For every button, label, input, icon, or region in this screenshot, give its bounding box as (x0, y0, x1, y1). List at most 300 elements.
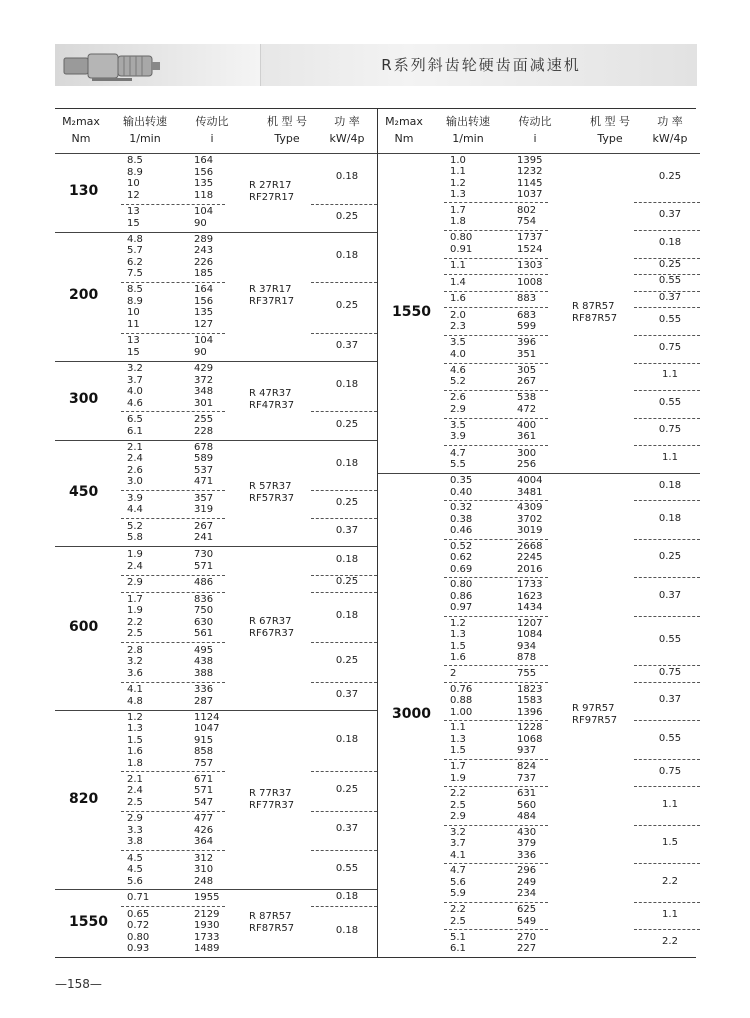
ratio-value: 267 (194, 520, 214, 532)
ratio-value: 915 (194, 734, 214, 746)
ratio-value: 1396 (517, 706, 543, 718)
speed-value: 5.1 (450, 931, 466, 943)
ratio-value: 472 (517, 403, 537, 415)
ratio-value: 388 (194, 667, 214, 679)
group-divider (311, 682, 377, 683)
speed-value: 0.86 (450, 590, 473, 602)
ratio-value: 538 (517, 392, 537, 404)
page-number: —158— (55, 977, 102, 991)
ratio-value: 1303 (517, 260, 543, 272)
speed-value: 3.7 (450, 838, 466, 850)
speed-value: 3.2 (127, 363, 143, 375)
group-divider (121, 490, 225, 491)
column-header-power-unit: kW/4p (652, 132, 688, 145)
ratio-value: 301 (194, 397, 214, 409)
ratio-value: 1037 (517, 189, 543, 201)
speed-value: 4.1 (127, 684, 143, 696)
power-value: 0.37 (335, 823, 359, 835)
speed-value: 2.4 (127, 785, 143, 797)
model-type: R 47R37 (249, 388, 292, 400)
column-header-type-label: 机 型 号 (267, 115, 307, 128)
group-divider (634, 720, 700, 721)
power-value: 1.1 (662, 452, 678, 463)
column-header-type (251, 113, 323, 147)
ratio-value: 1395 (517, 154, 543, 166)
section-divider (55, 710, 377, 711)
power-value: 0.25 (335, 654, 359, 666)
speed-value: 0.93 (127, 943, 150, 955)
speed-value: 3.9 (450, 431, 466, 443)
speed-value: 1.5 (450, 745, 466, 757)
power-value: 0.18 (335, 733, 359, 745)
ratio-value: 549 (517, 915, 537, 927)
ratio-value: 495 (194, 644, 214, 656)
group-divider (311, 204, 377, 205)
ratio-value: 104 (194, 335, 214, 347)
ratio-value: 486 (194, 577, 214, 589)
ratio-value: 630 (194, 616, 214, 628)
ratio-value: 589 (194, 453, 214, 465)
ratio-value: 430 (517, 826, 537, 838)
ratio-value: 547 (194, 796, 214, 808)
group-divider (311, 282, 377, 283)
power-value: 0.37 (658, 589, 682, 601)
column-header-power-label: 功 率 (334, 115, 360, 128)
power-value: 0.18 (335, 379, 359, 391)
speed-value: 4.6 (127, 397, 143, 409)
speed-value: 0.40 (450, 486, 473, 498)
section-divider (55, 153, 377, 154)
ratio-value: 1124 (194, 711, 220, 723)
group-divider (634, 418, 700, 419)
speed-value: 8.5 (127, 284, 143, 296)
center-divider (377, 109, 378, 957)
speed-value: 8.9 (127, 166, 143, 178)
speed-value: 6.1 (450, 943, 466, 955)
ratio-value: 1524 (517, 243, 543, 255)
model-type: RF67R37 (249, 628, 295, 640)
group-divider (444, 390, 548, 391)
ratio-value: 372 (194, 374, 214, 386)
ratio-value: 4309 (517, 502, 543, 514)
group-divider (444, 863, 548, 864)
power-value: 0.75 (658, 765, 682, 777)
section-divider (55, 546, 377, 547)
ratio-value: 1733 (194, 931, 220, 943)
ratio-value: 678 (194, 441, 214, 453)
group-divider (121, 592, 225, 593)
power-value: 0.25 (335, 210, 359, 222)
speed-value: 8.9 (127, 295, 143, 307)
m2max-value: 3000 (392, 705, 431, 722)
section-divider (55, 361, 377, 362)
group-divider (444, 539, 548, 540)
speed-value: 2.5 (450, 799, 466, 811)
ratio-value: 537 (194, 464, 214, 476)
group-divider (121, 682, 225, 683)
power-value: 1.1 (662, 369, 678, 381)
m2max-value: 1550 (69, 914, 108, 931)
speed-value: 4.5 (127, 864, 143, 876)
ratio-value: 1737 (517, 232, 543, 244)
speed-value: 1.9 (127, 549, 143, 561)
m2max-value: 130 (69, 183, 99, 200)
speed-value: 1.3 (127, 723, 143, 735)
speed-value: 6.2 (127, 256, 143, 268)
speed-value: 3.8 (127, 836, 143, 848)
power-value: 0.25 (658, 551, 682, 563)
speed-value: 4.5 (127, 852, 143, 864)
speed-value: 3.2 (450, 826, 466, 838)
column-header-ratio-label: 传动比 (518, 115, 552, 128)
ratio-value: 135 (194, 178, 214, 190)
ratio-value: 336 (517, 849, 537, 861)
power-value: 0.55 (658, 732, 682, 744)
column-header-m2max-label: M₂max (62, 115, 100, 128)
power-value: 0.18 (335, 457, 359, 469)
speed-value: 2.2 (450, 904, 466, 916)
group-divider (311, 771, 377, 772)
ratio-value: 1823 (517, 683, 543, 695)
power-value: 0.75 (658, 424, 682, 436)
group-divider (311, 906, 377, 907)
group-divider (444, 759, 548, 760)
column-header-m2max (55, 113, 107, 147)
speed-value: 1.1 (450, 166, 466, 178)
group-divider (634, 307, 700, 308)
model-type: R 87R57 (249, 911, 292, 923)
ratio-value: 1434 (517, 602, 543, 614)
ratio-value: 300 (517, 447, 537, 459)
group-divider (444, 307, 548, 308)
column-header-m2max-label: M₂max (385, 115, 423, 128)
speed-value: 0.38 (450, 513, 473, 525)
speed-value: 1.7 (450, 204, 466, 216)
group-divider (121, 575, 225, 576)
column-header-speed (432, 113, 504, 147)
speed-value: 3.6 (127, 667, 143, 679)
speed-value: 5.5 (450, 459, 466, 470)
speed-value: 5.6 (127, 875, 143, 887)
model-type: RF87R57 (572, 312, 618, 324)
speed-value: 2.2 (127, 616, 143, 628)
speed-value: 2.1 (127, 441, 143, 453)
ratio-value: 185 (194, 268, 214, 280)
ratio-value: 400 (517, 419, 537, 431)
speed-value: 2.9 (127, 577, 143, 589)
column-header-power (640, 113, 700, 147)
ratio-value: 625 (517, 904, 537, 916)
ratio-value: 824 (517, 761, 537, 773)
model-type: R 57R37 (249, 481, 292, 493)
group-divider (444, 825, 548, 826)
speed-value: 0.32 (450, 502, 473, 514)
speed-value: 4.7 (450, 865, 466, 877)
ratio-value: 234 (517, 888, 537, 900)
ratio-value: 2016 (517, 563, 543, 575)
group-divider (121, 906, 225, 907)
ratio-value: 267 (517, 376, 537, 388)
speed-value: 3.5 (450, 337, 466, 349)
model-type: R 27R17 (249, 180, 292, 192)
group-divider (311, 592, 377, 593)
ratio-value: 426 (194, 824, 214, 836)
model-type: R 67R37 (249, 616, 292, 628)
power-value: 0.25 (658, 258, 682, 270)
ratio-value: 348 (194, 386, 214, 398)
group-divider (444, 682, 548, 683)
group-divider (634, 577, 700, 578)
speed-value: 2.3 (450, 321, 466, 333)
speed-value: 0.71 (127, 892, 150, 904)
ratio-value: 256 (517, 459, 537, 470)
power-value: 0.55 (658, 396, 682, 408)
column-header-type (574, 113, 646, 147)
group-divider (634, 825, 700, 826)
ratio-value: 90 (194, 217, 207, 229)
group-divider (444, 291, 548, 292)
speed-value: 2.9 (450, 403, 466, 415)
speed-value: 0.65 (127, 908, 150, 920)
ratio-value: 730 (194, 549, 214, 561)
ratio-value: 438 (194, 656, 214, 668)
speed-value: 4.1 (450, 849, 466, 861)
speed-value: 4.0 (450, 348, 466, 360)
speed-value: 1.00 (450, 706, 473, 718)
model-type: R 97R57 (572, 702, 615, 714)
group-divider (311, 490, 377, 491)
ratio-value: 2668 (517, 540, 543, 552)
speed-value: 1.5 (450, 640, 466, 652)
group-divider (444, 929, 548, 930)
model-type: RF37R17 (249, 296, 295, 308)
ratio-value: 361 (517, 431, 537, 443)
speed-value: 0.46 (450, 525, 473, 537)
power-value: 0.25 (335, 497, 359, 509)
ratio-value: 1623 (517, 590, 543, 602)
ratio-value: 1489 (194, 943, 220, 955)
speed-value: 3.9 (127, 492, 143, 504)
speed-value: 6.5 (127, 414, 143, 426)
ratio-value: 858 (194, 746, 214, 758)
speed-value: 0.62 (450, 552, 473, 564)
ratio-value: 2245 (517, 552, 543, 564)
group-divider (634, 335, 700, 336)
power-value: 0.37 (658, 694, 682, 706)
ratio-value: 561 (194, 628, 214, 640)
ratio-value: 599 (517, 321, 537, 333)
power-value: 0.55 (658, 633, 682, 645)
section-divider (378, 473, 700, 474)
speed-value: 1.6 (450, 652, 466, 664)
ratio-value: 3019 (517, 525, 543, 537)
ratio-value: 1008 (517, 276, 543, 288)
ratio-value: 336 (194, 684, 214, 696)
ratio-value: 1583 (517, 695, 543, 707)
group-divider (121, 850, 225, 851)
power-value: 0.55 (658, 275, 682, 287)
group-divider (444, 258, 548, 259)
speed-value: 8.5 (127, 155, 143, 167)
group-divider (634, 863, 700, 864)
speed-value: 1.9 (127, 605, 143, 617)
speed-value: 2.1 (127, 773, 143, 785)
column-header-m2max-unit: Nm (71, 132, 91, 145)
model-type: RF57R37 (249, 493, 295, 505)
power-value: 2.2 (662, 875, 678, 887)
group-divider (444, 230, 548, 231)
ratio-value: 156 (194, 166, 214, 178)
ratio-value: 477 (194, 813, 214, 825)
ratio-value: 118 (194, 189, 214, 201)
column-header-speed-label: 输出转速 (446, 115, 490, 128)
model-type: RF97R57 (572, 714, 618, 726)
power-value: 1.1 (662, 908, 678, 920)
model-type: RF77R37 (249, 799, 295, 811)
speed-value: 1.3 (450, 733, 466, 745)
ratio-value: 289 (194, 233, 214, 245)
gear-motor-icon (62, 48, 162, 82)
group-divider (444, 274, 548, 275)
power-value: 0.37 (658, 209, 682, 221)
model-type: R 77R37 (249, 787, 292, 799)
speed-value: 2.2 (450, 788, 466, 800)
m2max-value: 300 (69, 391, 99, 408)
ratio-value: 248 (194, 875, 214, 887)
ratio-value: 305 (517, 364, 537, 376)
speed-value: 7.5 (127, 268, 143, 280)
group-divider (634, 390, 700, 391)
speed-value: 3.7 (127, 374, 143, 386)
group-divider (444, 720, 548, 721)
ratio-value: 683 (517, 309, 537, 321)
ratio-value: 287 (194, 695, 214, 707)
speed-value: 2.5 (127, 628, 143, 640)
speed-value: 0.35 (450, 475, 473, 487)
column-header-speed (109, 113, 181, 147)
ratio-value: 310 (194, 864, 214, 876)
power-value: 0.55 (335, 862, 359, 874)
model-type: R 37R17 (249, 284, 292, 296)
model-type: RF47R37 (249, 400, 295, 412)
column-header-power-unit: kW/4p (329, 132, 365, 145)
ratio-value: 228 (194, 425, 214, 437)
speed-value: 5.7 (127, 245, 143, 257)
group-divider (311, 518, 377, 519)
group-divider (634, 539, 700, 540)
spec-table (55, 108, 696, 958)
speed-value: 6.1 (127, 425, 143, 437)
speed-value: 13 (127, 206, 140, 218)
speed-value: 1.5 (127, 734, 143, 746)
group-divider (444, 202, 548, 203)
power-value: 2.2 (662, 936, 678, 948)
speed-value: 10 (127, 178, 140, 190)
power-value: 0.25 (335, 576, 359, 588)
speed-value: 4.0 (127, 386, 143, 398)
speed-value: 4.4 (127, 504, 143, 516)
speed-value: 0.72 (127, 920, 150, 932)
ratio-value: 1930 (194, 920, 220, 932)
ratio-value: 631 (517, 788, 537, 800)
ratio-value: 571 (194, 560, 214, 572)
speed-value: 10 (127, 307, 140, 319)
power-value: 0.75 (658, 666, 682, 678)
group-divider (121, 204, 225, 205)
power-value: 0.18 (658, 512, 682, 524)
power-value: 0.37 (335, 688, 359, 700)
column-header-speed-unit: 1/min (452, 132, 484, 145)
ratio-value: 754 (517, 216, 537, 228)
ratio-value: 351 (517, 348, 537, 360)
ratio-value: 127 (194, 318, 214, 330)
speed-value: 2.8 (127, 644, 143, 656)
speed-value: 0.52 (450, 540, 473, 552)
speed-value: 1.3 (450, 629, 466, 641)
column-header-power (317, 113, 377, 147)
power-value: 0.55 (658, 314, 682, 326)
column-header-ratio (504, 113, 566, 147)
speed-value: 1.2 (127, 711, 143, 723)
ratio-value: 2129 (194, 908, 220, 920)
ratio-value: 737 (517, 772, 537, 784)
group-divider (121, 518, 225, 519)
speed-value: 2.5 (127, 796, 143, 808)
group-divider (634, 202, 700, 203)
speed-value: 2.4 (127, 560, 143, 572)
power-value: 0.18 (658, 479, 682, 491)
power-value: 0.18 (335, 249, 359, 261)
ratio-value: 883 (517, 293, 537, 305)
ratio-value: 319 (194, 504, 214, 516)
power-value: 0.25 (335, 418, 359, 430)
group-divider (121, 411, 225, 412)
speed-value: 3.2 (127, 656, 143, 668)
ratio-value: 312 (194, 852, 214, 864)
ratio-value: 934 (517, 640, 537, 652)
speed-value: 2.9 (127, 813, 143, 825)
speed-value: 0.80 (450, 232, 473, 244)
column-header-m2max-unit: Nm (394, 132, 414, 145)
power-value: 0.25 (335, 300, 359, 312)
speed-value: 1.7 (450, 761, 466, 773)
group-divider (311, 642, 377, 643)
speed-value: 1.1 (450, 260, 466, 272)
group-divider (121, 333, 225, 334)
column-header-power-label: 功 率 (657, 115, 683, 128)
power-value: 0.25 (658, 170, 682, 182)
speed-value: 5.6 (450, 876, 466, 888)
speed-value: 2.4 (127, 453, 143, 465)
ratio-value: 357 (194, 492, 214, 504)
ratio-value: 243 (194, 245, 214, 257)
speed-value: 4.8 (127, 233, 143, 245)
group-divider (311, 850, 377, 851)
speed-value: 5.2 (450, 376, 466, 388)
m2max-value: 200 (69, 287, 99, 304)
power-value: 0.37 (335, 339, 359, 351)
section-divider (55, 440, 377, 441)
ratio-value: 671 (194, 773, 214, 785)
ratio-value: 1145 (517, 177, 543, 189)
speed-value: 0.80 (450, 579, 473, 591)
ratio-value: 156 (194, 295, 214, 307)
speed-value: 1.3 (450, 189, 466, 201)
group-divider (121, 771, 225, 772)
column-header-ratio (181, 113, 243, 147)
power-value: 0.25 (335, 784, 359, 796)
speed-value: 1.8 (127, 757, 143, 769)
